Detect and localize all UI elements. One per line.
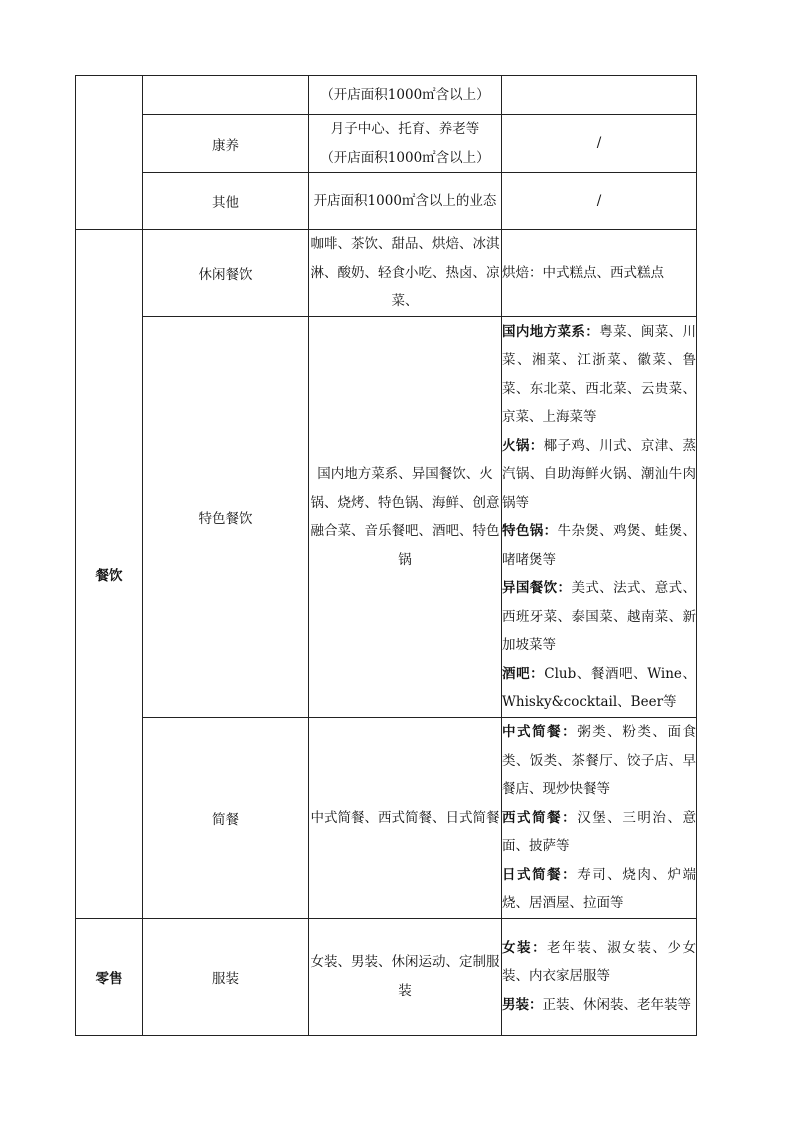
note-label: 日式简餐： <box>502 866 578 883</box>
note-entry <box>502 660 696 717</box>
table-row <box>76 173 697 230</box>
note-cell: / <box>502 115 697 173</box>
note-cell <box>502 76 697 115</box>
note-cell: 烘焙：中式糕点、西式糕点 <box>502 230 697 317</box>
note-text: 正装、休闲装、老年装等 <box>542 996 691 1013</box>
category-cell: 零售 <box>76 918 143 1035</box>
note-entry <box>502 991 696 1020</box>
detail-cell: 国内地方菜系、异国餐饮、火锅、烧烤、特色锅、海鲜、创意融合菜、音乐餐吧、酒吧、特色锅 <box>309 317 502 718</box>
subcategory-cell: 简餐 <box>143 718 309 919</box>
detail-cell: 开店面积1000㎡含以上的业态 <box>309 173 502 230</box>
detail-cell: 咖啡、茶饮、甜品、烘焙、冰淇淋、酸奶、轻食小吃、热卤、凉菜、 <box>309 230 502 317</box>
note-label: 中式简餐： <box>502 724 578 740</box>
note-entry <box>502 934 696 991</box>
note-entry <box>502 718 696 804</box>
note-cell <box>502 718 697 919</box>
business-category-table <box>75 75 697 1036</box>
note-label: 西式简餐： <box>502 809 578 826</box>
note-label: 国内地方菜系： <box>502 323 600 340</box>
note-entry <box>502 574 696 660</box>
subcategory-cell <box>143 76 309 115</box>
note-text: 粥类、粉类、面食类、饭类、茶餐厅、饺子店、早餐店、现炒快餐等 <box>502 724 697 797</box>
note-text: 汉堡、三明治、意面、披萨等 <box>502 809 697 854</box>
note-entry <box>502 517 696 574</box>
note-label: 火锅： <box>502 437 544 454</box>
category-cell: 餐饮 <box>76 230 143 919</box>
note-entry <box>502 804 696 861</box>
detail-cell <box>309 115 502 173</box>
note-label: 男装： <box>502 996 543 1013</box>
note-label: 特色锅： <box>502 523 558 539</box>
note-cell <box>502 317 697 718</box>
subcategory-cell: 康养 <box>143 115 309 173</box>
note-label: 女装： <box>502 939 548 956</box>
note-text: 美式、法式、意式、西班牙菜、泰国菜、越南菜、新加坡菜等 <box>502 580 697 653</box>
subcategory-cell: 服装 <box>143 918 309 1035</box>
note-text: 椰子鸡、川式、京津、蒸汽锅、自助海鲜火锅、潮汕牛肉锅等 <box>502 437 697 511</box>
subcategory-cell: 休闲餐饮 <box>143 230 309 317</box>
detail-cell: （开店面积1000㎡含以上） <box>309 76 502 115</box>
note-cell <box>502 918 697 1035</box>
note-text: 寿司、烧肉、炉端烧、居酒屋、拉面等 <box>502 866 697 911</box>
note-entry <box>502 861 696 918</box>
detail-line: （开店面积1000㎡含以上） <box>320 149 490 166</box>
detail-cell: 女装、男装、休闲运动、定制服装 <box>309 918 502 1035</box>
table-row <box>76 718 697 919</box>
detail-line: 月子中心、托育、养老等 <box>330 121 480 137</box>
note-text: 牛杂煲、鸡煲、蛙煲、啫啫煲等 <box>502 523 697 568</box>
note-text: Club、餐酒吧、Wine、Whisky&cocktail、Beer等 <box>502 665 697 710</box>
note-text: 粤菜、闽菜、川菜、湘菜、江浙菜、徽菜、鲁菜、东北菜、西北菜、云贵菜、京菜、上海菜等 <box>502 323 697 425</box>
detail-cell: 中式简餐、西式简餐、日式简餐 <box>309 718 502 919</box>
note-text: 老年装、淑女装、少女装、内衣家居服等 <box>502 939 696 985</box>
note-label: 异国餐饮： <box>502 580 572 596</box>
category-cell-continued <box>76 76 143 230</box>
subcategory-cell: 其他 <box>143 173 309 230</box>
table-row <box>76 317 697 718</box>
table-row <box>76 918 697 1035</box>
table-row <box>76 230 697 317</box>
note-entry <box>502 432 696 518</box>
table-row <box>76 76 697 115</box>
table-row <box>76 115 697 173</box>
subcategory-cell: 特色餐饮 <box>143 317 309 718</box>
note-cell: / <box>502 173 697 230</box>
note-label: 酒吧： <box>502 665 545 682</box>
note-entry <box>502 318 696 432</box>
